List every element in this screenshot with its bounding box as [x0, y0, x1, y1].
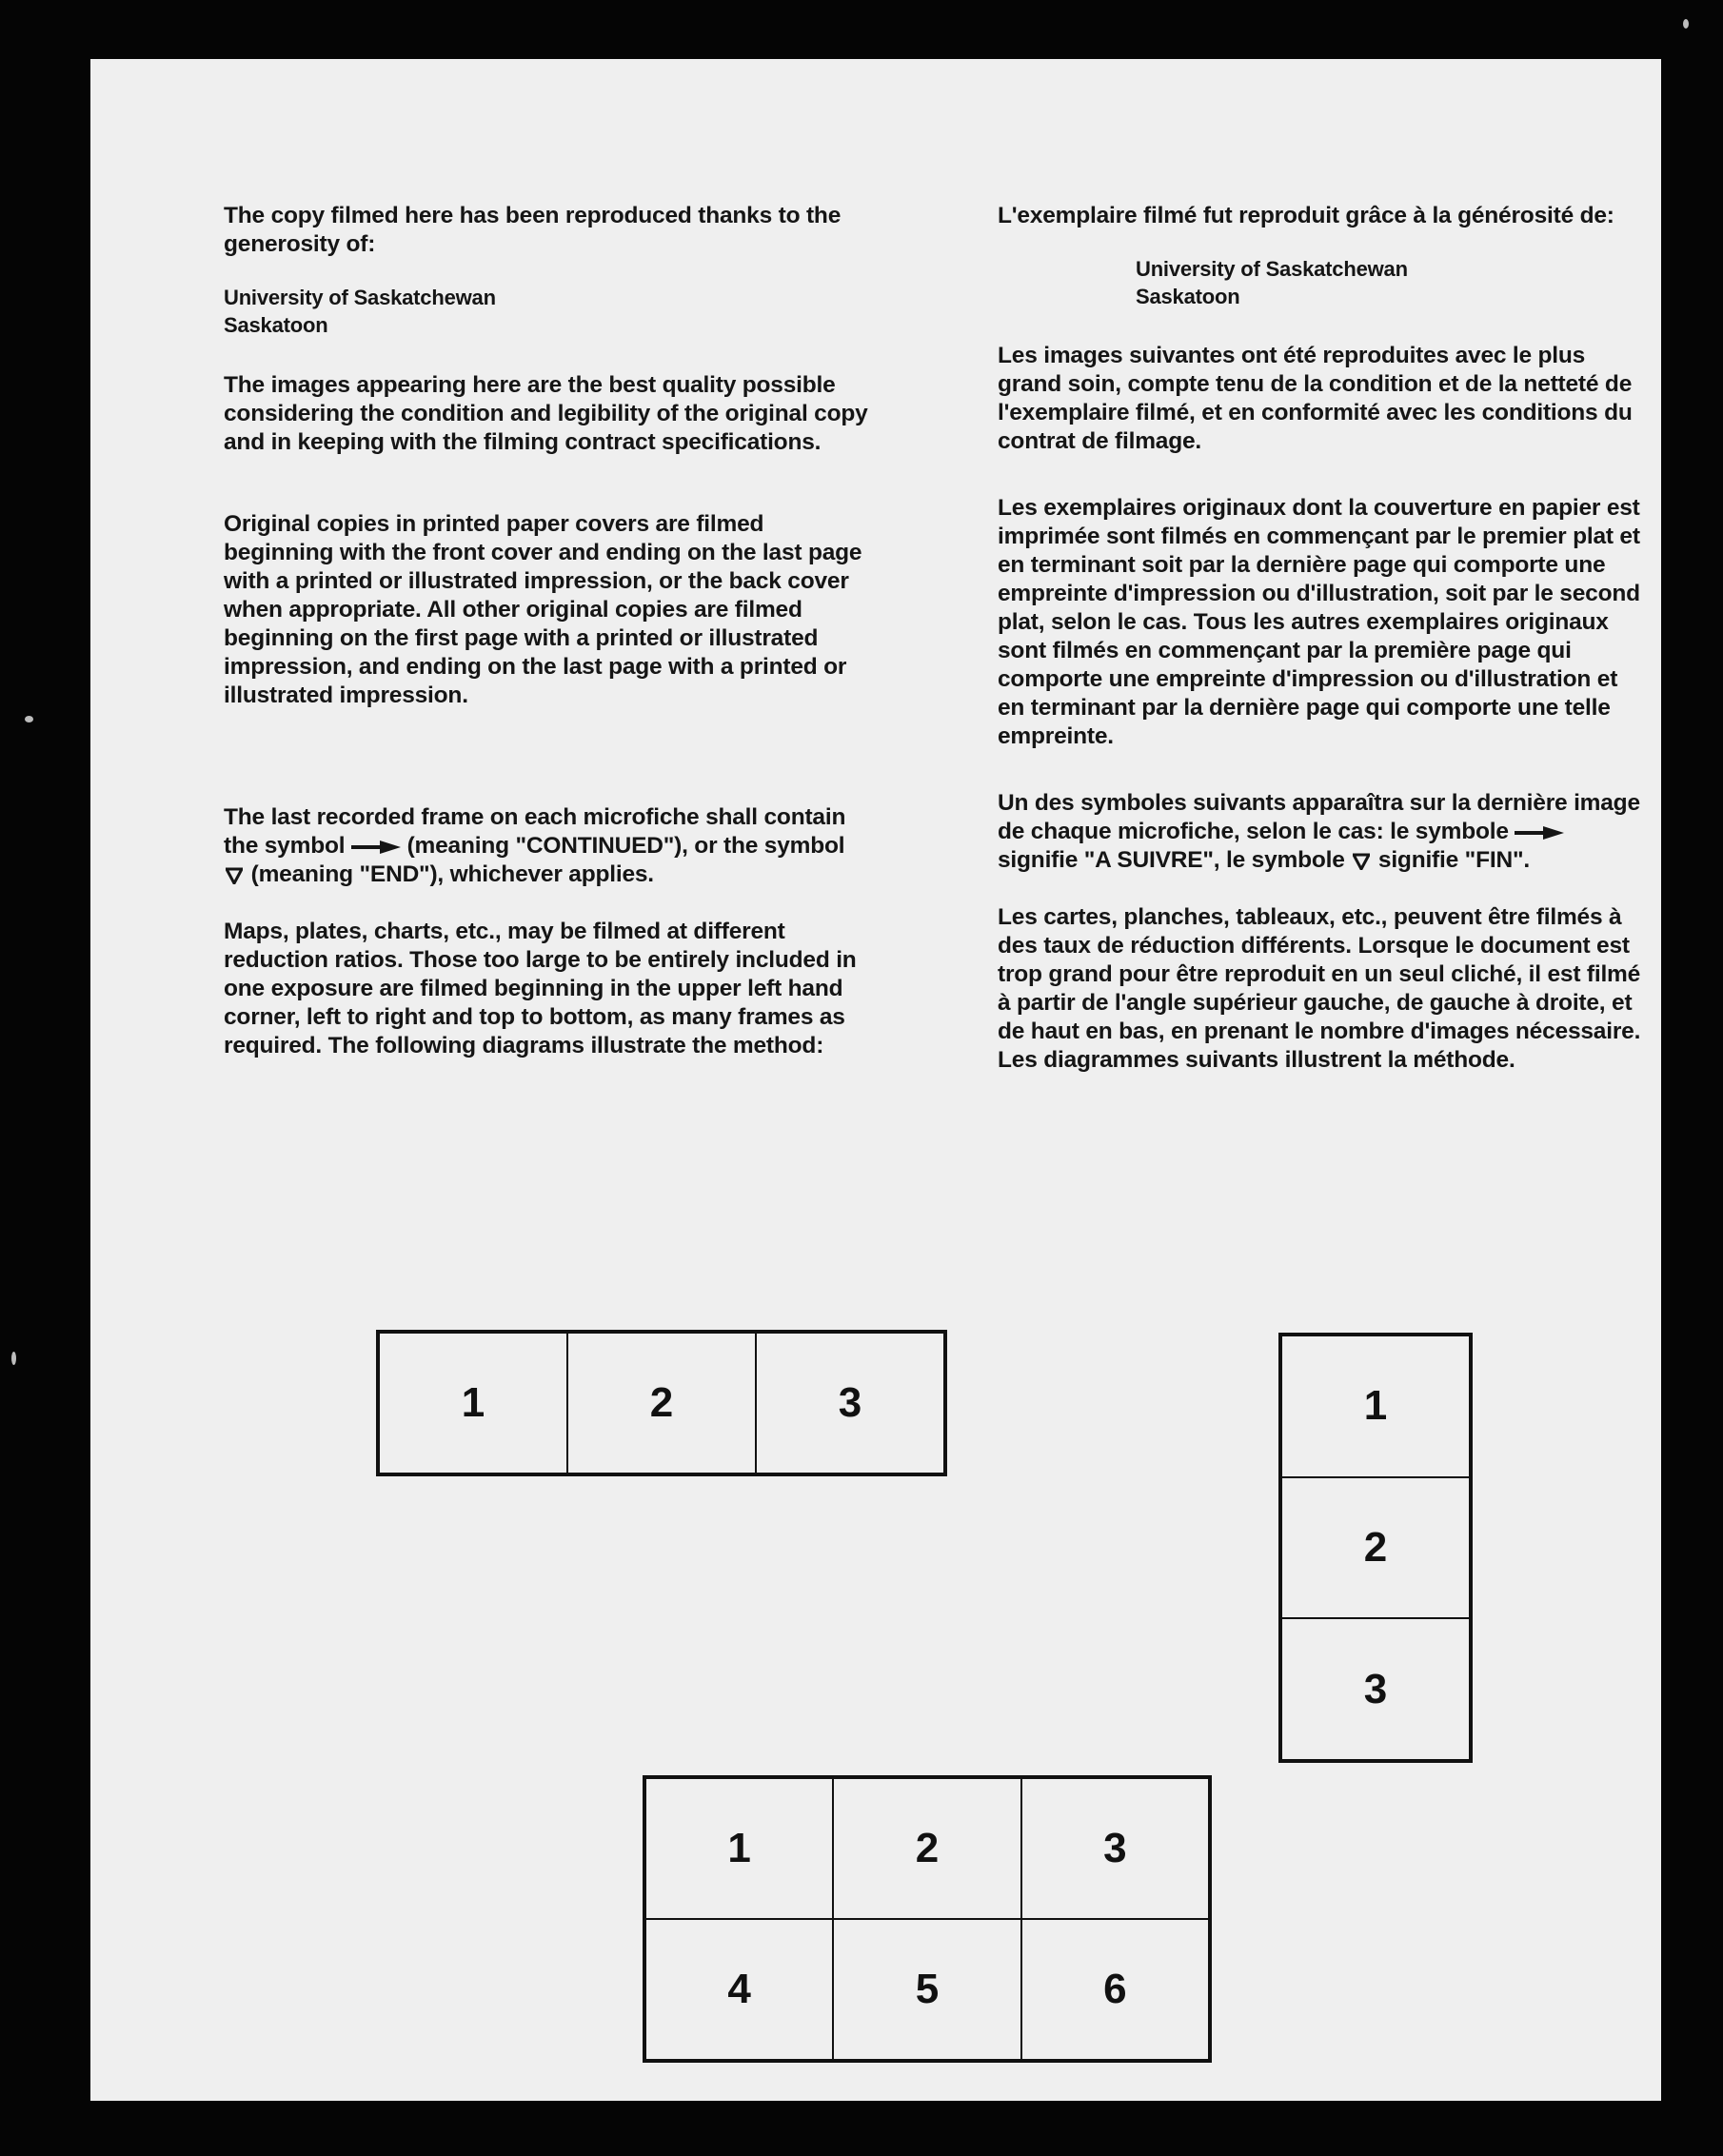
- diagram-vertical-three: [1278, 1333, 1473, 1763]
- english-maps-paragraph: Maps, plates, charts, etc., may be filmed at different reduction ratios. Those too large to be entirely included in one exposure are filmed beginning in the upper left hand corner, left to right and top to bottom, as many frames as required. The following diagrams illustrate the method:: [224, 919, 857, 1058]
- diagram-cell: 5: [833, 1919, 1020, 2060]
- diagram-cell: 6: [1021, 1919, 1209, 2060]
- french-symbol-text-3: signifie "FIN".: [1377, 847, 1530, 873]
- english-symbol-text-1: The last recorded frame on each microfiche shall contain the symbol: [224, 804, 846, 859]
- triangle-down-icon: [1353, 853, 1370, 870]
- diagram-cell: 4: [645, 1919, 833, 2060]
- english-symbol-text-3: (meaning "END"), whichever applies.: [250, 861, 654, 887]
- french-originals-paragraph: Les exemplaires originaux dont la couverture en papier est imprimée sont filmés en commençant par le premier plat et en terminant soit par la dernière page qui comporte une empreinte d'impression ou d'illustration, soit par le second plat, selon le cas. Tous les autres exemplaires originaux sont filmés en commençant par la première page qui comporte une empreinte d'impression ou d'illustration et en terminant par la dernière page qui comporte une telle empreinte.: [998, 495, 1640, 749]
- french-institution-name: University of Saskatchewan: [1136, 257, 1408, 281]
- film-speck: [1683, 19, 1689, 29]
- english-intro: The copy filmed here has been reproduced thanks to the generosity of:: [224, 203, 842, 257]
- diagram-cell: 3: [756, 1333, 944, 1474]
- diagram-cell: 1: [645, 1778, 833, 1919]
- english-column: [224, 202, 871, 1060]
- diagram-six-grid: [643, 1775, 1212, 2063]
- french-symbol-text-1: Un des symboles suivants apparaîtra sur la dernière image de chaque microfiche, selon le cas: le symbole: [998, 790, 1640, 844]
- english-symbol-text-2: (meaning "CONTINUED"), or the symbol: [406, 833, 845, 859]
- french-institution: [1136, 255, 1645, 310]
- film-speck: [25, 716, 33, 722]
- french-symbol-text-2: signifie "A SUIVRE", le symbole: [998, 847, 1345, 873]
- english-originals-paragraph: Original copies in printed paper covers are filmed beginning with the front cover and ending on the last page with a printed or illustrated impression, or the back cover when appropriate. All other original copies are filmed beginning on the first page with a printed or illustrated impression, and ending on the last page with a printed or illustrated impression.: [224, 511, 862, 708]
- french-institution-city: Saskatoon: [1136, 285, 1240, 308]
- french-symbol-paragraph: [998, 789, 1645, 875]
- french-column: [998, 202, 1645, 1075]
- english-institution-city: Saskatoon: [224, 313, 328, 337]
- english-quality-paragraph: The images appearing here are the best quality possible considering the condition and legibility of the original copy and in keeping with the filming contract specifications.: [224, 372, 868, 455]
- diagram-cell: 3: [1021, 1778, 1209, 1919]
- arrow-right-icon: [351, 840, 401, 855]
- diagram-cell: 3: [1281, 1618, 1470, 1760]
- film-speck: [11, 1352, 16, 1365]
- filmed-page: [90, 59, 1661, 2101]
- diagram-cell: 2: [1281, 1477, 1470, 1619]
- english-institution-name: University of Saskatchewan: [224, 286, 496, 309]
- arrow-right-icon: [1515, 825, 1564, 841]
- english-institution: [224, 284, 871, 339]
- diagram-cell: 2: [567, 1333, 756, 1474]
- triangle-down-icon: [226, 867, 243, 884]
- french-maps-paragraph: Les cartes, planches, tableaux, etc., peuvent être filmés à des taux de réduction différents. Lorsque le document est trop grand pour être reproduit en un seul cliché, il est filmé à partir de l'angle supérieur gauche, de gauche à droite, et de haut en bas, en prenant le nombre d'images nécessaire. Les diagrammes suivants illustrent la méthode.: [998, 904, 1641, 1073]
- french-intro: L'exemplaire filmé fut reproduit grâce à la générosité de:: [998, 203, 1614, 228]
- french-quality-paragraph: Les images suivantes ont été reproduites avec le plus grand soin, compte tenu de la condition et de la netteté de l'exemplaire filmé, et en conformité avec les conditions du contrat de filmage.: [998, 343, 1633, 454]
- diagram-cell: 1: [1281, 1335, 1470, 1477]
- diagram-cell: 2: [833, 1778, 1020, 1919]
- diagram-horizontal-three: [376, 1330, 947, 1476]
- english-symbol-paragraph: [224, 803, 871, 889]
- diagram-cell: 1: [379, 1333, 567, 1474]
